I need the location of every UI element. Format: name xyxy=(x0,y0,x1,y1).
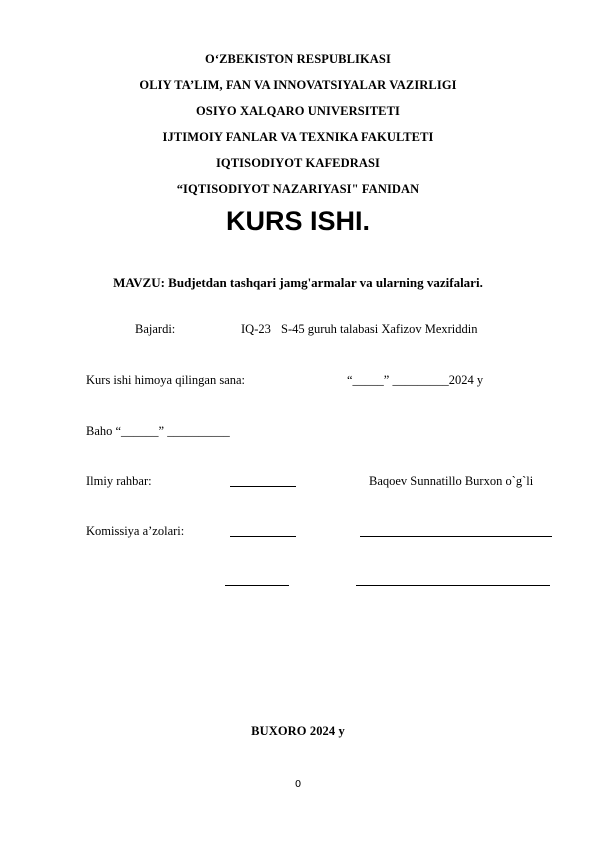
university-heading: OSIYO XALQARO UNIVERSITETI xyxy=(195,104,401,118)
bajardi-label: Bajardi: xyxy=(135,322,176,336)
defense-date-label: Kurs ishi himoya qilingan sana: xyxy=(86,373,246,387)
country-heading: O‘ZBEKISTON RESPUBLIKASI xyxy=(205,52,391,66)
commission-name-blank-1 xyxy=(360,524,552,542)
city-year: BUXORO 2024 y xyxy=(251,724,345,738)
commission-signature-blank-2 xyxy=(225,573,289,591)
supervisor-name: Baqoev Sunnatillo Burxon o`g`li xyxy=(369,474,534,488)
supervisor-signature-blank xyxy=(230,474,296,492)
faculty-heading: IJTIMOIY FANLAR VA TEXNIKA FAKULTETI xyxy=(162,130,434,144)
grade-line: Baho “______” __________ xyxy=(86,424,230,438)
document-title: KURS ISHI. xyxy=(225,206,371,236)
supervisor-label: Ilmiy rahbar: xyxy=(86,474,152,488)
commission-signature-blank-1 xyxy=(230,524,296,542)
topic-line: MAVZU: Budjetdan tashqari jamg'armalar va ularning vazifalari. xyxy=(113,275,483,290)
commission-name-blank-2 xyxy=(356,573,550,591)
department-heading: IQTISODIYOT KAFEDRASI xyxy=(215,156,381,170)
ministry-heading: OLIY TA’LIM, FAN VA INNOVATSIYALAR VAZIRLIGI xyxy=(139,78,457,92)
subject-heading: “IQTISODIYOT NAZARIYASI" FANIDAN xyxy=(176,182,420,196)
defense-date-value: “_____” _________2024 y xyxy=(347,373,484,387)
student-info: S-45 guruh talabasi Xafizov Mexriddin xyxy=(281,322,478,336)
group-code: IQ-23 xyxy=(241,322,271,336)
commission-label: Komissiya a’zolari: xyxy=(86,524,185,538)
page-number: 0 xyxy=(294,779,302,790)
